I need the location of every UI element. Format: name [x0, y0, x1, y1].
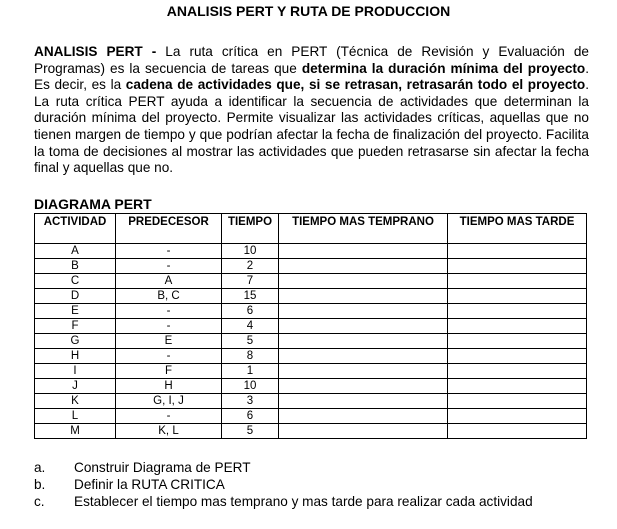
table-row [35, 409, 587, 424]
task-list [34, 459, 533, 510]
cell-tiempo: 7 [222, 274, 279, 289]
cell-tiempo: 15 [222, 289, 279, 304]
table-row [35, 394, 587, 409]
cell-tiempo-mas-tarde [448, 244, 587, 259]
cell-tiempo-mas-tarde [448, 394, 587, 409]
cell-tiempo-mas-tarde [448, 409, 587, 424]
cell-actividad: M [35, 424, 116, 439]
table-row [35, 259, 587, 274]
cell-tiempo: 1 [222, 364, 279, 379]
cell-predecesor: E [116, 334, 222, 349]
header-predecesor: PREDECESOR [116, 214, 222, 244]
header-actividad: ACTIVIDAD [35, 214, 116, 244]
cell-tiempo-mas-temprano [279, 379, 448, 394]
list-marker: b. [34, 477, 46, 492]
cell-tiempo-mas-temprano [279, 334, 448, 349]
cell-tiempo-mas-temprano [279, 244, 448, 259]
table-header-row [35, 214, 587, 244]
cell-tiempo-mas-temprano [279, 364, 448, 379]
cell-predecesor: K, L [116, 424, 222, 439]
cell-tiempo: 4 [222, 319, 279, 334]
cell-actividad: L [35, 409, 116, 424]
task-text: Construir Diagrama de PERT [74, 460, 251, 475]
cell-tiempo-mas-tarde [448, 334, 587, 349]
cell-tiempo-mas-tarde [448, 259, 587, 274]
table-row [35, 289, 587, 304]
cell-predecesor: A [116, 274, 222, 289]
intro-paragraph [34, 44, 589, 177]
cell-tiempo: 5 [222, 334, 279, 349]
cell-tiempo-mas-temprano [279, 319, 448, 334]
cell-predecesor: - [116, 319, 222, 334]
intro-text-2: . Es decir, es la [34, 60, 589, 93]
cell-actividad: B [35, 259, 116, 274]
cell-actividad: J [35, 379, 116, 394]
table-row [35, 379, 587, 394]
intro-bold-2: cadena de actividades que, si se retrasan, retrasarán todo el proyecto [125, 77, 586, 93]
cell-tiempo-mas-temprano [279, 289, 448, 304]
cell-predecesor: H [116, 379, 222, 394]
intro-bold-1: determina la duración mínima del proyecto [301, 60, 586, 76]
header-tiempo: TIEMPO [222, 214, 279, 244]
cell-tiempo-mas-temprano [279, 424, 448, 439]
task-text: Definir la RUTA CRITICA [74, 477, 225, 492]
diagram-label: DIAGRAMA PERT [34, 196, 152, 212]
table-row [35, 349, 587, 364]
cell-tiempo-mas-tarde [448, 349, 587, 364]
cell-tiempo-mas-temprano [279, 259, 448, 274]
cell-actividad: H [35, 349, 116, 364]
cell-actividad: K [35, 394, 116, 409]
cell-predecesor: - [116, 259, 222, 274]
cell-tiempo-mas-temprano [279, 409, 448, 424]
list-item [34, 476, 533, 493]
cell-predecesor: G, I, J [116, 394, 222, 409]
cell-actividad: F [35, 319, 116, 334]
cell-tiempo-mas-tarde [448, 289, 587, 304]
intro-text-1: La ruta crítica en PERT (Técnica de Revisión y Evaluación de Programas) es la secuencia de tareas que [34, 44, 589, 76]
cell-predecesor: - [116, 304, 222, 319]
page-title: ANALISIS PERT Y RUTA DE PRODUCCION [166, 3, 451, 19]
cell-tiempo-mas-tarde [448, 379, 587, 394]
cell-tiempo-mas-tarde [448, 304, 587, 319]
cell-tiempo-mas-tarde [448, 274, 587, 289]
intro-lead: ANALISIS PERT - [34, 44, 166, 59]
header-tiempo-mas-tarde: TIEMPO MAS TARDE [448, 214, 587, 244]
cell-actividad: G [35, 334, 116, 349]
cell-tiempo-mas-temprano [279, 394, 448, 409]
cell-tiempo-mas-tarde [448, 364, 587, 379]
cell-actividad: A [35, 244, 116, 259]
cell-actividad: C [35, 274, 116, 289]
cell-tiempo: 5 [222, 424, 279, 439]
table-body [35, 244, 587, 439]
cell-predecesor: B, C [116, 289, 222, 304]
list-item [34, 459, 533, 476]
cell-tiempo-mas-tarde [448, 424, 587, 439]
table-row [35, 364, 587, 379]
list-marker: c. [34, 494, 45, 509]
cell-tiempo: 10 [222, 244, 279, 259]
cell-tiempo-mas-temprano [279, 304, 448, 319]
table-row [35, 244, 587, 259]
cell-tiempo: 2 [222, 259, 279, 274]
pert-table [34, 213, 587, 439]
cell-actividad: D [35, 289, 116, 304]
cell-predecesor: - [116, 244, 222, 259]
cell-actividad: I [35, 364, 116, 379]
cell-actividad: E [35, 304, 116, 319]
cell-tiempo-mas-temprano [279, 349, 448, 364]
list-marker: a. [34, 460, 46, 475]
cell-tiempo: 3 [222, 394, 279, 409]
table-row [35, 319, 587, 334]
cell-predecesor: F [116, 364, 222, 379]
cell-predecesor: - [116, 349, 222, 364]
cell-tiempo: 10 [222, 379, 279, 394]
intro-text-3: . La ruta crítica PERT ayuda a identificar la secuencia de actividades que determinan la duración mínima del proyecto. Permite visualizar las actividades críticas, aquellas que no tienen margen de tiempo y que podrían afectar la fecha de finalización del proyecto. Facilita la toma de decisiones al mostrar las actividades que pueden retrasarse sin afectar la fecha final y aquellas que no. [34, 77, 589, 176]
cell-tiempo: 8 [222, 349, 279, 364]
table-row [35, 274, 587, 289]
table-row [35, 334, 587, 349]
cell-tiempo-mas-tarde [448, 319, 587, 334]
cell-tiempo: 6 [222, 304, 279, 319]
header-tiempo-mas-temprano: TIEMPO MAS TEMPRANO [279, 214, 448, 244]
table-row [35, 424, 587, 439]
cell-tiempo: 6 [222, 409, 279, 424]
list-item [34, 493, 533, 510]
table-row [35, 304, 587, 319]
cell-tiempo-mas-temprano [279, 274, 448, 289]
task-text: Establecer el tiempo mas temprano y mas tarde para realizar cada actividad [74, 494, 533, 509]
cell-predecesor: - [116, 409, 222, 424]
